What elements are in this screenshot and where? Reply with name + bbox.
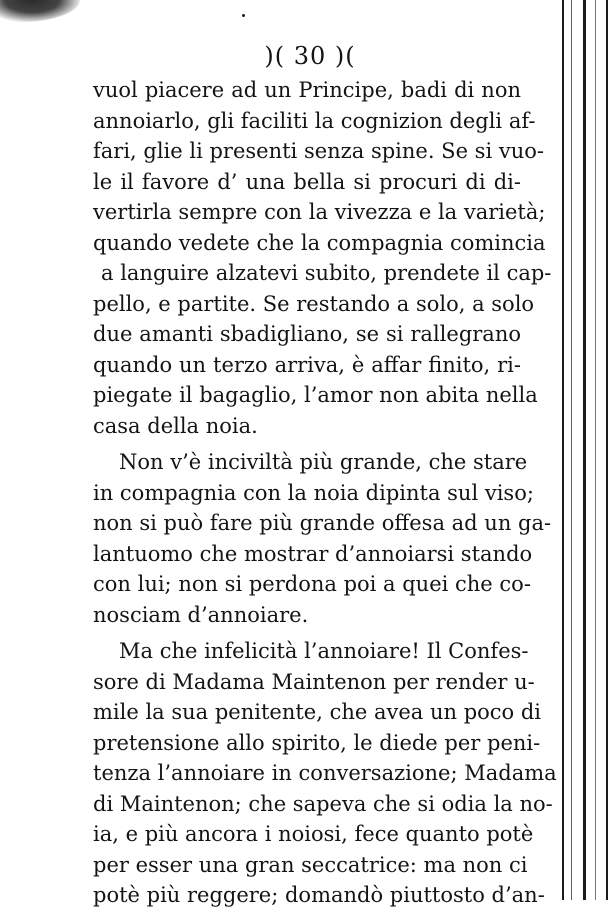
- text-line: piegate il bagaglio, l’amor non abita nella: [93, 383, 538, 407]
- text-line: Ma che infelicità l’annoiare! Il Confes-: [119, 639, 529, 663]
- text-line: non si può fare più grande offesa ad un ga-: [93, 511, 552, 535]
- text-line: sore di Madama Maintenon per render u-: [93, 669, 535, 694]
- text-line: ia, e più ancora i noiosi, fece quanto potè: [93, 822, 534, 846]
- text-line: mile la sua penitente, che avea un poco di: [93, 700, 542, 724]
- text-line: fari, glie li presenti senza spine. Se si vuo-: [93, 139, 544, 163]
- text-line: in compagnia con la noia dipinta sul viso;: [93, 480, 534, 505]
- page-corner-stain: [0, 0, 80, 22]
- text-line: pello, e partite. Se restando a solo, a solo: [93, 291, 535, 316]
- text-line: con lui; non si perdona poi a quei che co-: [93, 572, 531, 596]
- text-line: quando un terzo arriva, è affar finito, ri-: [93, 352, 521, 377]
- text-line: casa della noia.: [93, 413, 258, 438]
- text-line: vuol piacere ad un Principe, badi di non: [93, 78, 521, 102]
- text-line: lantuomo che mostrar d’annoiarsi stando: [93, 541, 533, 566]
- text-line: per esser una gran seccatrice: ma non ci: [93, 852, 528, 877]
- binding-edge: [548, 0, 616, 900]
- text-line: potè più reggere; domandò piuttosto d’an-: [93, 883, 545, 907]
- page-body: [93, 75, 557, 911]
- page-number: )( 30 )(: [264, 42, 356, 70]
- text-line: tenza l’annoiare in conversazione; Madama: [93, 761, 557, 785]
- text-line: due amanti sbadigliano, se si rallegrano: [93, 322, 521, 346]
- text-line: le il favore d’ una bella si procuri di di-: [93, 169, 521, 194]
- ink-speck: [242, 14, 245, 17]
- text-line: nosciam d’annoiare.: [93, 602, 309, 627]
- text-line: a languire alzatevi subito, prendete il cap-: [101, 261, 552, 285]
- text-line: quando vedete che la compagnia comincia: [93, 230, 546, 255]
- text-line: Non v’è inciviltà più grande, che stare: [119, 450, 528, 474]
- text-line: di Maintenon; che sapeva che si odia la no-: [93, 791, 553, 816]
- text-line: annoiarlo, gli faciliti la cognizion degli af-: [93, 108, 536, 133]
- text-line: vertirla sempre con la vivezza e la varietà;: [93, 200, 546, 224]
- text-line: pretensione allo spirito, le diede per peni-: [93, 730, 541, 755]
